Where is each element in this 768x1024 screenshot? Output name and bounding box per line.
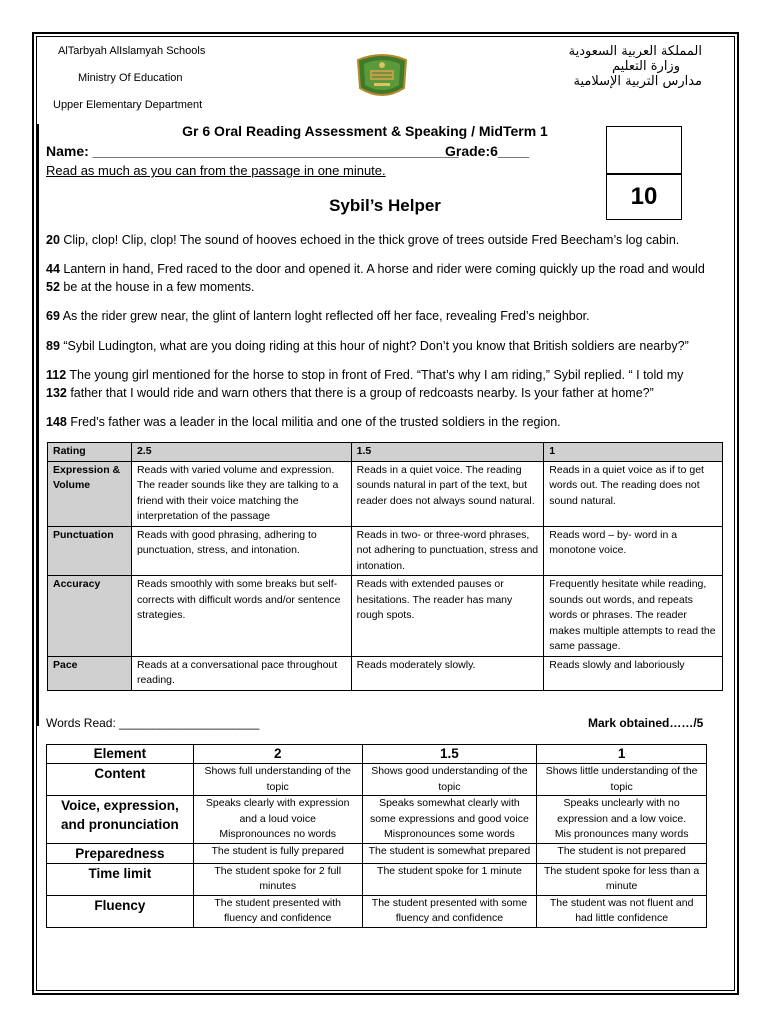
table-cell: Reads word – by- word in a monotone voice. — [544, 526, 723, 576]
header-cell: 1 — [544, 443, 723, 462]
header-line-ministry: Ministry Of Education — [78, 72, 183, 84]
table-cell: The student spoke for 1 minute — [362, 863, 537, 895]
table-cell: Reads smoothly with some breaks but self-corrects with difficult words and/or sentence strategies. — [131, 576, 351, 657]
passage-line: The young girl mentioned for the horse to stop in front of Fred. “That’s why I am riding,” Sybil replied. “ I told my — [66, 368, 684, 382]
header-cell: 1.5 — [351, 443, 544, 462]
table-cell: Reads in a quiet voice. The reading sounds natural in part of the text, but reader does not always sound natural. — [351, 461, 544, 526]
passage-paragraph — [46, 260, 731, 296]
word-count: 148 — [46, 415, 67, 429]
passage-paragraph — [46, 231, 731, 249]
story-title: Sybil’s Helper — [329, 196, 441, 215]
table-header-row — [48, 443, 723, 462]
word-count: 132 — [46, 386, 67, 400]
word-count: 44 — [46, 262, 60, 276]
table-cell: Speaks somewhat clearly with some expressions and good voice Mispronounces some words — [362, 796, 537, 844]
table-row — [48, 576, 723, 657]
school-crest-logo-icon — [354, 52, 410, 98]
score-box-blank — [606, 126, 682, 174]
table-cell: Reads with extended pauses or hesitations. The reader has many rough spots. — [351, 576, 544, 657]
table-row — [48, 461, 723, 526]
passage-paragraph — [46, 307, 731, 325]
table-cell: The student was not fluent and had little confidence — [537, 895, 707, 927]
table-row — [47, 796, 707, 844]
row-label: Accuracy — [48, 576, 132, 657]
header-cell: 1 — [537, 745, 707, 764]
reading-instruction: Read as much as you can from the passage in one minute. — [46, 163, 386, 178]
table-cell: The student is not prepared — [537, 843, 707, 863]
row-label: Expression & Volume — [48, 461, 132, 526]
passage-line: “Sybil Ludington, what are you doing riding at this hour of night? Don’t you know that British soldiers are nearby?” — [59, 339, 689, 353]
grade-field: Grade:6____ — [445, 143, 530, 159]
table-cell: Speaks unclearly with no expression and a low voice. Mis pronounces many words — [537, 796, 707, 844]
header-arabic-line-kingdom: المملكة العربية السعودية — [568, 44, 702, 59]
table-cell: The student presented with fluency and confidence — [193, 895, 362, 927]
header-cell: Element — [47, 745, 194, 764]
passage-paragraph — [46, 413, 731, 431]
header-cell: 2.5 — [131, 443, 351, 462]
header-line-department: Upper Elementary Department — [53, 99, 203, 111]
table-cell: Reads in a quiet voice as if to get words out. The reading does not sound natural. — [544, 461, 723, 526]
header-line-school: AlTarbyah AlIslamyah Schools — [58, 45, 206, 57]
table-cell: The student is somewhat prepared — [362, 843, 537, 863]
header-arabic-line-ministry: وزارة التعليم — [611, 59, 680, 74]
word-count: 89 — [46, 339, 60, 353]
table-row — [48, 656, 723, 690]
passage-line: be at the house in a few moments. — [59, 280, 255, 294]
passage-line: Lantern in hand, Fred raced to the door and opened it. A horse and rider were coming quickly up the road and would — [59, 262, 705, 276]
speaking-rubric-table — [46, 744, 707, 928]
row-label: Voice, expression, and pronunciation — [47, 796, 194, 844]
mark-obtained: Mark obtained……/5 — [588, 716, 704, 730]
left-margin-rule — [36, 124, 39, 726]
table-cell: Reads with good phrasing, adhering to punctuation, stress, and intonation. — [131, 526, 351, 576]
table-cell: The student spoke for 2 full minutes — [193, 863, 362, 895]
table-cell: The student spoke for less than a minute — [537, 863, 707, 895]
passage-paragraph — [46, 337, 731, 355]
header-cell: 2 — [193, 745, 362, 764]
assessment-title: Gr 6 Oral Reading Assessment & Speaking / MidTerm 1 — [182, 123, 548, 139]
table-row — [48, 526, 723, 576]
table-cell: The student presented with some fluency and confidence — [362, 895, 537, 927]
header-arabic-line-schools: مدارس التربية الإسلامية — [573, 74, 702, 89]
row-label: Fluency — [47, 895, 194, 927]
words-read-field: Words Read: _____________________ — [46, 716, 260, 730]
table-cell: Reads with varied volume and expression. The reader sounds like they are talking to a friend with their voice matching the interpretation of the passage — [131, 461, 351, 526]
table-cell: Reads at a conversational pace throughout reading. — [131, 656, 351, 690]
word-count: 20 — [46, 233, 60, 247]
table-cell: Speaks clearly with expression and a loud voice Mispronounces no words — [193, 796, 362, 844]
word-count: 112 — [46, 368, 67, 382]
table-cell: Reads slowly and laboriously — [544, 656, 723, 690]
passage-line: father that I would ride and warn others that there is a group of redcoasts nearby. Is your father at home?” — [66, 386, 654, 400]
header-cell: 1.5 — [362, 745, 537, 764]
header-cell: Rating — [48, 443, 132, 462]
passage-line: As the rider grew near, the glint of lantern loght reflected off her face, revealing Fred’s neighbor. — [59, 309, 590, 323]
table-cell: Reads moderately slowly. — [351, 656, 544, 690]
row-label: Time limit — [47, 863, 194, 895]
row-label: Content — [47, 764, 194, 796]
table-cell: Frequently hesitate while reading, sounds out words, and repeats words or phrases. The reader makes multiple attempts to read the same passage. — [544, 576, 723, 657]
word-count: 52 — [46, 280, 60, 294]
passage-line: Clip, clop! Clip, clop! The sound of hooves echoed in the thick grove of trees outside Fred Beecham’s log cabin. — [59, 233, 680, 247]
table-header-row — [47, 745, 707, 764]
table-cell: Shows little understanding of the topic — [537, 764, 707, 796]
name-field: Name: _______________________________________________ — [46, 143, 459, 159]
row-label: Pace — [48, 656, 132, 690]
school-header-arabic — [502, 44, 702, 89]
table-cell: Shows full understanding of the topic — [193, 764, 362, 796]
score-box-total: 10 — [606, 174, 682, 220]
table-row — [47, 863, 707, 895]
table-row — [47, 895, 707, 927]
table-row — [47, 843, 707, 863]
passage-paragraph — [46, 366, 731, 402]
table-cell: Reads in two- or three-word phrases, not adhering to punctuation, stress and intonation. — [351, 526, 544, 576]
word-count: 69 — [46, 309, 60, 323]
table-cell: The student is fully prepared — [193, 843, 362, 863]
passage-line: Fred’s father was a leader in the local militia and one of the trusted soldiers in the region. — [66, 415, 561, 429]
row-label: Punctuation — [48, 526, 132, 576]
row-label: Preparedness — [47, 843, 194, 863]
table-cell: Shows good understanding of the topic — [362, 764, 537, 796]
table-row — [47, 764, 707, 796]
reading-rubric-table — [47, 442, 723, 691]
